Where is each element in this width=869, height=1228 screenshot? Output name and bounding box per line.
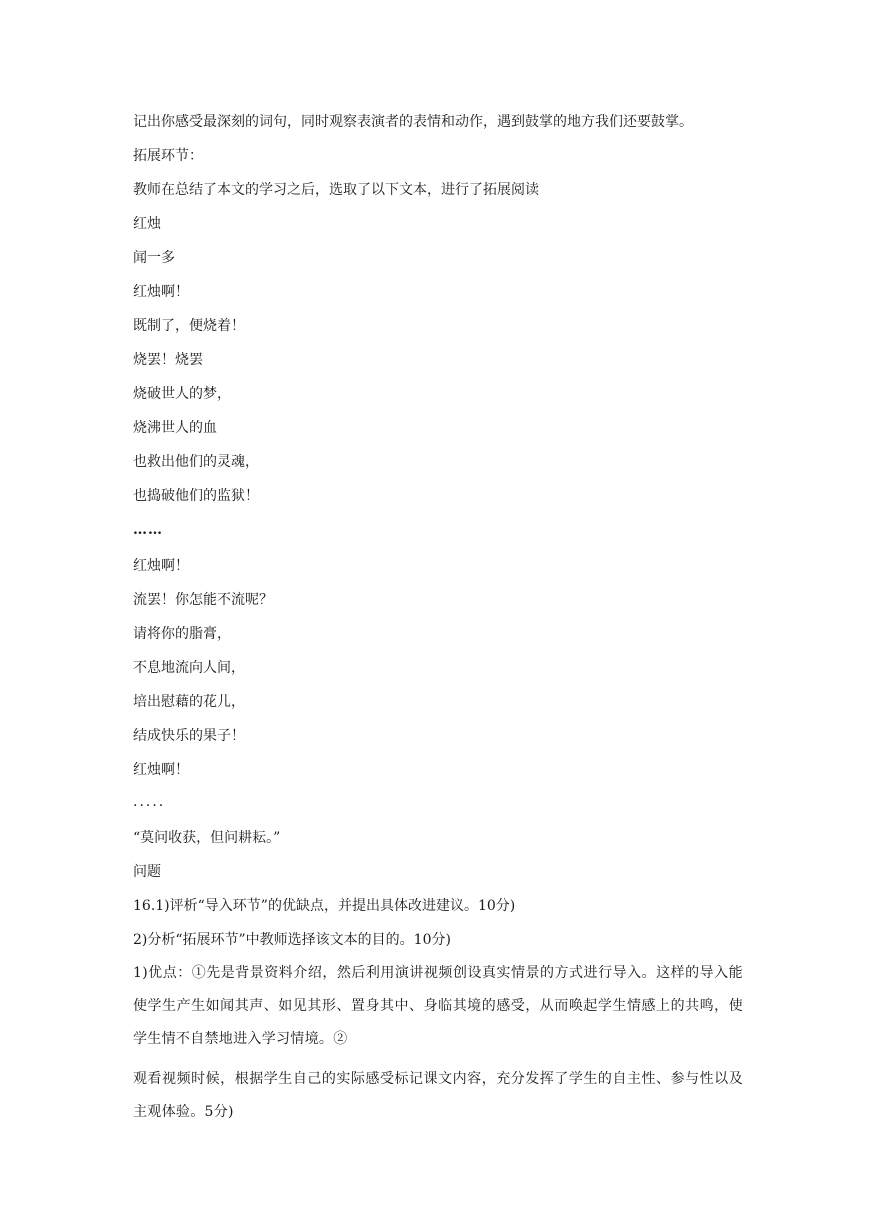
answer-paragraph: 1)优点：①先是背景资料介绍，然后利用演讲视频创设真实情景的方式进行导入。这样的导入能使学生产生如闻其声、如见其形、置身其中、身临其境的感受，从而唤起学生情感上的共鸣，使学生情不自禁地进入学习情境。② (133, 965, 743, 1047)
section-heading: 拓展环节： (133, 148, 203, 164)
poem-line: 不息地流向人间， (133, 660, 245, 676)
poem-line: 烧破世人的梦， (133, 386, 231, 402)
intro-line: 记出你感受最深刻的词句，同时观察表演者的表情和动作，遇到鼓掌的地方我们还要鼓掌。 (133, 114, 693, 130)
poem-line: 红烛啊！ (133, 558, 189, 574)
poem-line: 请将你的脂膏， (133, 626, 231, 642)
poem-author: 闻一多 (133, 250, 175, 266)
question-1: 16.1)评析“导入环节”的优缺点，并提出具体改进建议。10分) (133, 898, 516, 914)
question-2: 2)分析“拓展环节”中教师选择该文本的目的。10分) (133, 932, 451, 948)
questions-heading: 问题 (133, 864, 161, 880)
poem-line: 红烛啊！ (133, 284, 189, 300)
poem-ellipsis: …… (133, 522, 163, 538)
poem-line: 流罢！你怎能不流呢？ (133, 592, 273, 608)
poem-line: 培出慰藉的花儿， (133, 694, 245, 710)
poem-line: 既制了，便烧着！ (133, 318, 245, 334)
poem-line: 红烛啊！ (133, 762, 189, 778)
poem-line: 烧罢！烧罢 (133, 352, 203, 368)
poem-ellipsis: ..... (133, 794, 166, 810)
poem-line: 也捣破他们的监狱！ (133, 488, 259, 504)
closing-quote: “莫问收获，但问耕耘。” (133, 830, 281, 846)
section-intro: 教师在总结了本文的学习之后，选取了以下文本，进行了拓展阅读 (133, 182, 539, 198)
answer-paragraph: 观看视频时候，根据学生自己的实际感受标记课文内容，充分发挥了学生的自主性、参与性以及主观体验。5分) (133, 1071, 743, 1120)
poem-line: 烧沸世人的血 (133, 420, 217, 436)
poem-title: 红烛 (133, 216, 161, 232)
poem-line: 也救出他们的灵魂， (133, 454, 259, 470)
poem-line: 结成快乐的果子！ (133, 728, 245, 744)
